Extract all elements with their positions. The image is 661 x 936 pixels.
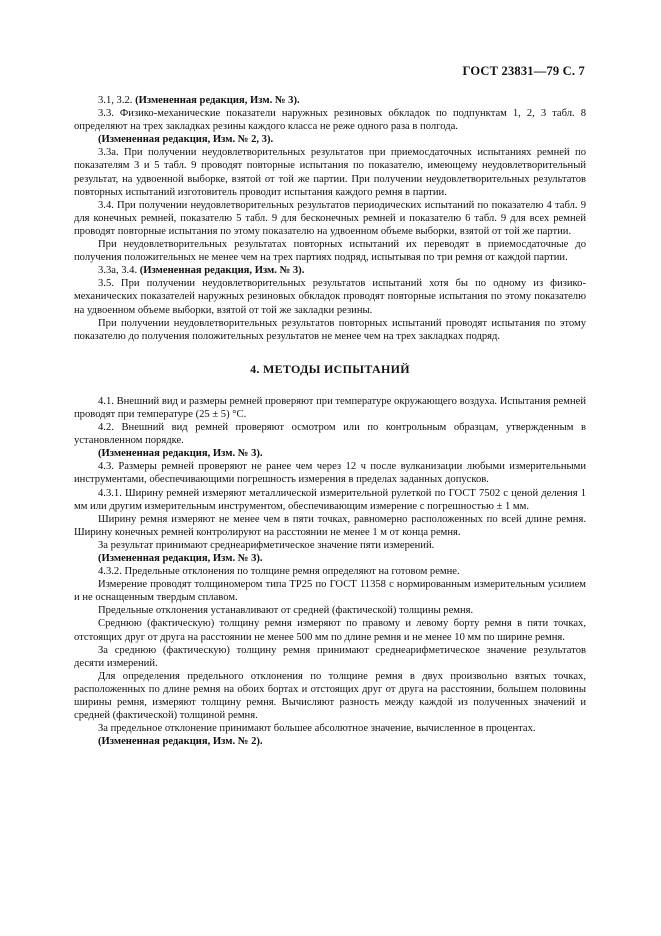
paragraph: 4.2. Внешний вид ремней проверяют осмотром или по контрольным образцам, утвержденным в установленном порядке. bbox=[74, 422, 586, 447]
paragraph bbox=[74, 94, 586, 107]
section-heading: 4. МЕТОДЫ ИСПЫТАНИЙ bbox=[250, 361, 410, 376]
paragraph: 4.3.1. Ширину ремней измеряют металлической измерительной рулеткой по ГОСТ 7502 с ценой деления 1 мм или другим измерительным инструментом, обеспечивающим измерение с погрешностью ± 1 мм. bbox=[74, 487, 586, 512]
paragraph: 3.4. При получении неудовлетворительных результатов периодических испытаний по показателю 4 табл. 9 для конечных ремней, показателю 5 табл. 9 для бесконечных ремней и показателю 6 табл. 9 для всех ремней проводят повторные испытания по этому показателю на удвоенном объеме выборки, взятой от той же партии. bbox=[74, 199, 586, 237]
clause-number: 3.1, 3.2. bbox=[98, 95, 136, 106]
paragraph: За результат принимают среднеарифметическое значение пяти измерений. bbox=[98, 539, 435, 551]
paragraph: При неудовлетворительных результатах повторных испытаний их переводят в приемосдаточные до получения положительных не менее чем на трех партиях подряд, испытывая по три ремня от каждой партии. bbox=[74, 239, 586, 264]
amendment-note: (Измененная редакция, Изм. № 3). bbox=[98, 448, 263, 460]
paragraph: 4.3. Размеры ремней проверяют не ранее чем через 12 ч после вулканизации любыми измерительными инструментами, обеспечивающими погрешность измерения в пределах заданных допусков. bbox=[74, 461, 586, 486]
paragraph: 4.1. Внешний вид и размеры ремней проверяют при температуре окружающего воздуха. Испытания ремней проводят при температуре (25 ± 5) °С. bbox=[74, 395, 586, 420]
paragraph: 3.3а. При получении неудовлетворительных результатов при приемосдаточных испытаниях ремней по показателям 3 и 5 табл. 9 проводят повторные испытания по показателю, имеющему неудовлетворительный результат, на удвоенной выборке, взятой от той же партии. При получении неудовлетворительных результатов повторных испытаний изготовитель проводит испытания каждого ремня в партии. bbox=[74, 147, 586, 198]
paragraph: 3.3. Физико-механические показатели наружных резиновых обкладок по подпунктам 1, 2, 3 табл. 8 определяют на трех закладках резины каждого класса не реже одного раза в полгода. bbox=[74, 108, 586, 133]
paragraph: Измерение проводят толщиномером типа ТР25 по ГОСТ 11358 с нормированным измерительным усилием и не оснащенным твердым сплавом. bbox=[74, 579, 586, 604]
paragraph: 3.5. При получении неудовлетворительных результатов испытаний хотя бы по одному из физико-механических показателей наружных резиновых обкладок проводят повторные испытания по этому показателю на удвоенном объеме выборки, взятой от той же закладки резины. bbox=[74, 278, 586, 316]
paragraph: Предельные отклонения устанавливают от средней (фактической) толщины ремня. bbox=[98, 605, 474, 617]
amendment-note: (Измененная редакция, Изм. № 2, 3). bbox=[98, 134, 274, 146]
amendment-note: (Измененная редакция, Изм. № 3). bbox=[139, 265, 305, 277]
amendment-note: (Измененная редакция, Изм. № 3). bbox=[135, 95, 300, 106]
paragraph: Для определения предельного отклонения по толщине ремня в двух произвольно взятых точках, расположенных по длине ремня на обоих бортах и отстоящих друг от друга на расстоянии, большем половины ширины ремня, измеряют толщину ремня. Вычисляют разность между каждой из полученных значений и средней (фактической) толщиной ремня. bbox=[74, 670, 586, 722]
paragraph: За среднюю (фактическую) толщину ремня принимают среднеарифметическое значение результатов десяти измерений. bbox=[74, 644, 586, 669]
paragraph: 4.3.2. Предельные отклонения по толщине ремня определяют на готовом ремне. bbox=[98, 566, 460, 578]
amendment-note: (Измененная редакция, Изм. № 3). bbox=[98, 553, 263, 564]
section-3-paragraphs bbox=[74, 94, 586, 343]
paragraph bbox=[74, 264, 586, 277]
paragraph: Ширину ремня измеряют не менее чем в пяти точках, равномерно расположенных по всей длине ремня. Ширину конечных ремней контролируют на расстоянии не менее 1 м от конца ремня. bbox=[74, 513, 586, 538]
document-body bbox=[74, 94, 586, 748]
paragraph: За предельное отклонение принимают большее абсолютное значение, вычисленное в процентах. bbox=[98, 723, 536, 735]
section-4-paragraphs bbox=[74, 395, 586, 749]
paragraph: Среднюю (фактическую) толщину ремня измеряют по правому и левому борту ремня в пяти точках, отстоящих друг от друга на расстоянии не менее 500 мм по длине ремня и не менее 10 мм по ширине ремня. bbox=[74, 618, 586, 643]
page-header: ГОСТ 23831—79 С. 7 bbox=[462, 64, 585, 78]
clause-number: 3.3а, 3.4. bbox=[98, 265, 140, 277]
amendment-note: (Измененная редакция, Изм. № 2). bbox=[98, 736, 263, 748]
paragraph: При получении неудовлетворительных результатов повторных испытаний проводят испытания по этому показателю до получения положительных результатов не менее чем на трех закладках подряд. bbox=[74, 317, 586, 342]
